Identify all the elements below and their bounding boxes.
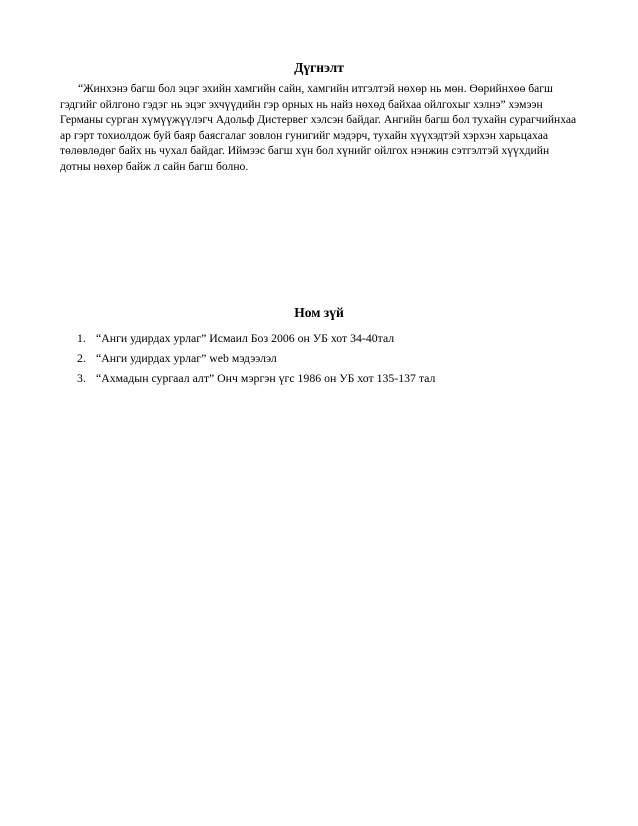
conclusion-paragraph: “Жинхэнэ багш бол эцэг эхийн хамгийн сайн, хамгийн итгэлтэй нөхөр нь мөн. Өөрийнхөө багш гэдгийг ойлгоно гэдэг нь эцэг эхчүүдийн гэр орных нь найз нөхөд байхаа ойлгохыг хэлнэ” хэмээн Германы сурган хүмүүжүүлэгч Адольф Дистервег хэлсэн байдаг. Ангийн багш бол тухайн сурагчийнхаа ар гэрт тохиолдож буй баяр баясгалаг зовлон гунигийг мэдэрч, тухайн хүүхэдтэй хэрхэн харьцахаа төлөвлөдөг байх нь чухал байдаг. Иймээс багш хүн бол хүнийг ойлгох нэнжин сэтгэлтэй хүүхдийн дотны нөхөр байж л сайн багш болно.	[60, 82, 577, 173]
reference-text: “Анги удирдах урлаг” Исмаил Боз 2006 он УБ хот 34-40тал	[96, 331, 395, 345]
reference-text: “Ахмадын сургаал алт” Онч мэргэн үгс 1986 он УБ хот 135-137 тал	[96, 371, 436, 385]
reference-item	[77, 348, 577, 368]
reference-item	[77, 328, 577, 348]
reference-text: “Анги удирдах урлаг” web мэдээлэл	[96, 351, 277, 365]
reference-item	[77, 368, 577, 388]
conclusion-heading: Дүгнэлт	[294, 60, 344, 75]
references-heading: Ном зүй	[294, 305, 344, 320]
reference-number: 3.	[77, 371, 86, 385]
references-list	[77, 328, 577, 388]
reference-number: 1.	[77, 331, 86, 345]
reference-number: 2.	[77, 351, 86, 365]
